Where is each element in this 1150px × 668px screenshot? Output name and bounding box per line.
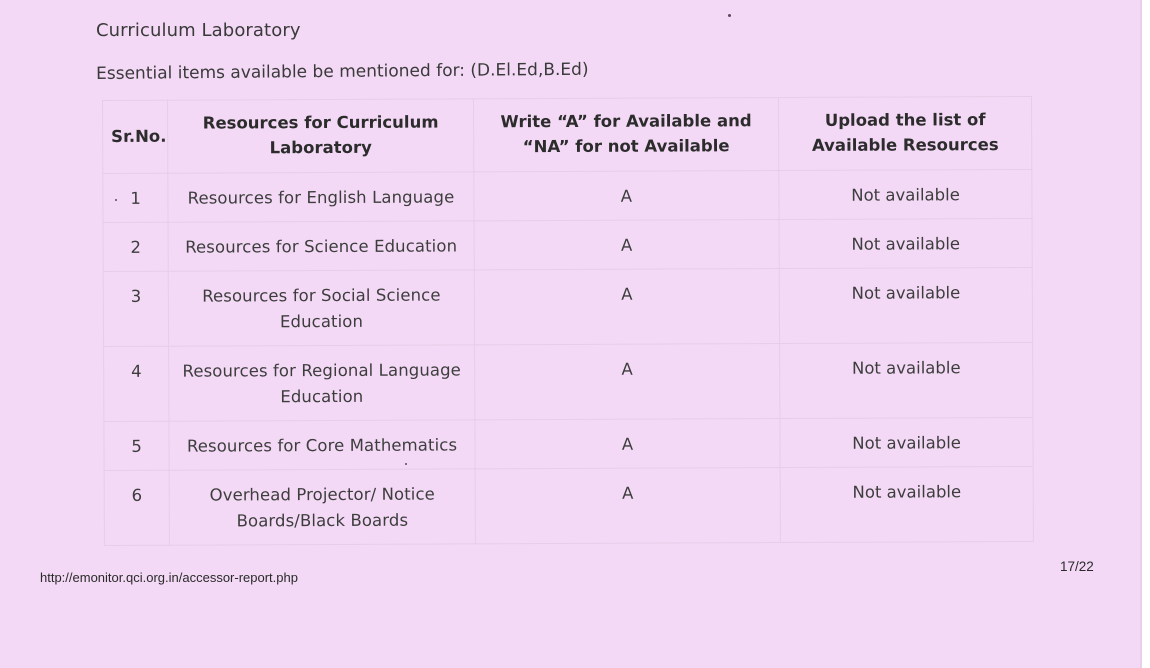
- subtitle: Essential items available be mentioned for: (D.El.Ed,B.Ed): [96, 59, 589, 84]
- resource-cell: Resources for Core Mathematics: [169, 420, 475, 470]
- header-sr-no: Sr.No.: [103, 100, 169, 173]
- header-resources: Resources for Curriculum Laboratory: [168, 99, 474, 173]
- sr-no-cell: 4: [104, 346, 170, 421]
- resource-cell: Overhead Projector/ Notice Boards/Black Boards: [169, 469, 475, 545]
- header-upload: Upload the list of Available Resources: [779, 96, 1032, 170]
- table-row: [103, 267, 1032, 346]
- status-cell: A: [474, 344, 780, 420]
- status-cell: A: [474, 269, 780, 345]
- resource-cell: Resources for Regional Language Education: [169, 345, 475, 421]
- footer-url: http://emonitor.qci.org.in/accessor-report.php: [40, 570, 298, 585]
- sr-no-cell: 5: [104, 421, 170, 470]
- sr-no-cell: 6: [104, 470, 170, 545]
- upload-cell: Not available: [780, 466, 1033, 542]
- status-cell: A: [474, 220, 780, 270]
- table-row: [104, 342, 1033, 421]
- resources-table-container: [102, 96, 1034, 546]
- upload-cell: Not available: [779, 267, 1032, 343]
- upload-cell: Not available: [779, 169, 1032, 219]
- scan-speck: [728, 14, 731, 17]
- table-row: [104, 417, 1033, 470]
- upload-cell: Not available: [780, 417, 1033, 467]
- resources-table: [102, 96, 1034, 546]
- page-number: 17/22: [1060, 559, 1094, 574]
- resource-cell: Resources for Social Science Education: [169, 270, 475, 346]
- upload-cell: Not available: [779, 218, 1032, 268]
- table-header-row: [103, 96, 1032, 173]
- upload-cell: Not available: [780, 342, 1033, 418]
- table-row: [103, 169, 1032, 222]
- status-cell: A: [475, 468, 781, 544]
- sr-no-cell: 1: [103, 173, 169, 222]
- resource-cell: Resources for English Language: [168, 172, 474, 222]
- sr-no-cell: 2: [103, 222, 169, 271]
- table-row: [103, 218, 1032, 271]
- header-availability: Write “A” for Available and “NA” for not Available: [473, 98, 779, 172]
- section-title: Curriculum Laboratory: [96, 20, 301, 41]
- status-cell: A: [475, 419, 781, 469]
- status-cell: A: [474, 171, 780, 221]
- resource-cell: Resources for Science Education: [168, 221, 474, 271]
- table-row: [104, 466, 1033, 545]
- page-right-edge: [1142, 0, 1150, 668]
- sr-no-cell: 3: [103, 271, 169, 346]
